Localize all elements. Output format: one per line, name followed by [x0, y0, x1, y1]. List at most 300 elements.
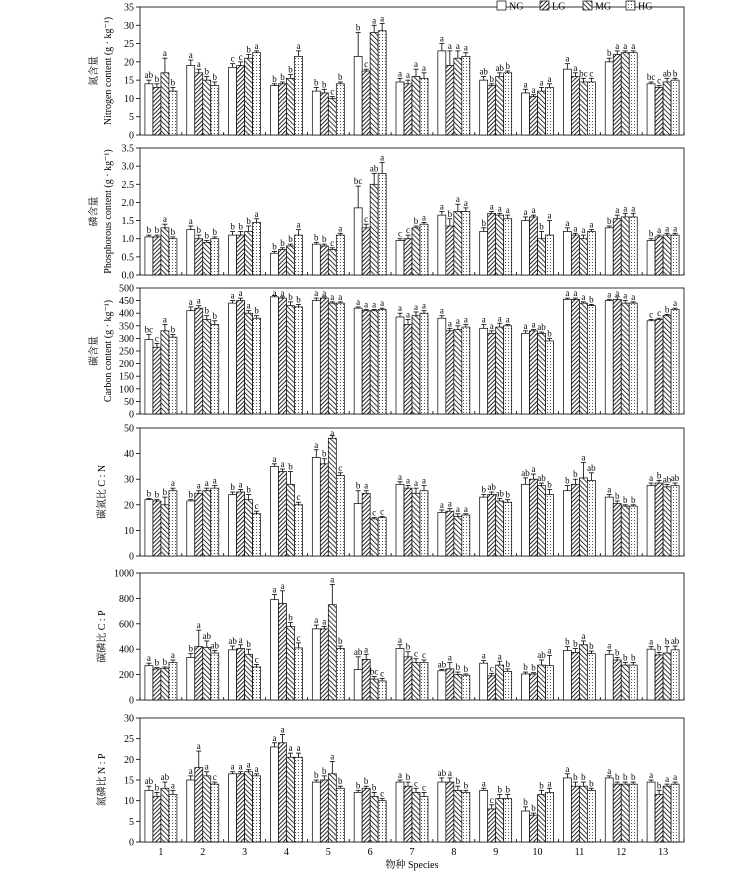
- bar: [647, 321, 655, 414]
- bar: [504, 326, 512, 414]
- x-tick-label: 1: [158, 847, 164, 858]
- bar: [587, 790, 595, 842]
- significance-letter: ab: [144, 776, 154, 787]
- significance-letter: b: [523, 662, 528, 673]
- significance-letter: a: [238, 288, 243, 299]
- bar: [312, 91, 320, 135]
- bar: [546, 666, 554, 700]
- significance-letter: a: [481, 314, 486, 325]
- significance-letter: b: [630, 772, 636, 783]
- significance-letter: a: [489, 320, 494, 331]
- bar: [354, 792, 362, 842]
- bar: [195, 768, 203, 842]
- x-tick-label: 13: [658, 847, 669, 858]
- bar: [613, 660, 621, 700]
- bar: [270, 466, 278, 556]
- legend-swatch-LG: [540, 1, 549, 10]
- panel-3: [87, 284, 684, 421]
- significance-letter: a: [246, 759, 251, 770]
- bar: [629, 506, 637, 556]
- panel-2: [87, 144, 684, 282]
- bar: [245, 313, 253, 414]
- bar: [420, 491, 428, 556]
- significance-letter: b: [656, 780, 662, 791]
- bar: [153, 237, 161, 275]
- bar: [187, 501, 195, 556]
- significance-letter: b: [272, 241, 277, 252]
- significance-letter: a: [615, 288, 620, 298]
- bar: [354, 504, 362, 556]
- significance-letter: a: [212, 475, 217, 486]
- bar: [462, 327, 470, 414]
- bar: [187, 311, 195, 414]
- significance-letter: b: [539, 780, 544, 791]
- bar: [378, 518, 386, 556]
- bar: [278, 250, 286, 275]
- y-tick-label: 50: [124, 396, 134, 408]
- bar: [404, 657, 412, 700]
- bar: [362, 788, 370, 842]
- significance-letter: a: [463, 503, 468, 514]
- bar: [336, 475, 344, 556]
- bar: [211, 653, 219, 700]
- significance-letter: b: [547, 328, 552, 339]
- panel-6: [95, 714, 684, 849]
- bar: [613, 504, 621, 556]
- bar: [438, 782, 446, 842]
- significance-letter: c: [330, 237, 335, 248]
- bar: [278, 743, 286, 842]
- bar: [647, 649, 655, 700]
- significance-letter: b: [497, 784, 502, 795]
- significance-letter: b: [573, 638, 578, 649]
- significance-letter: b: [505, 658, 510, 669]
- significance-letter: b: [581, 772, 586, 783]
- bar: [229, 650, 237, 700]
- bar: [613, 55, 621, 135]
- significance-letter: b: [204, 305, 210, 316]
- bar: [446, 511, 454, 556]
- x-tick-label: 8: [451, 847, 457, 858]
- significance-letter: b: [405, 641, 411, 652]
- bar: [396, 649, 404, 700]
- bar: [446, 782, 454, 842]
- bar: [370, 184, 378, 275]
- bar: [187, 66, 195, 135]
- significance-letter: b: [254, 305, 259, 316]
- bar: [161, 788, 169, 842]
- significance-letter: a: [296, 743, 301, 754]
- bar: [522, 221, 530, 275]
- significance-letter: ab: [369, 163, 379, 174]
- significance-letter: c: [238, 51, 243, 62]
- bar: [195, 73, 203, 135]
- significance-letter: b: [405, 772, 411, 783]
- bar: [320, 780, 328, 842]
- significance-letter: a: [380, 298, 385, 309]
- significance-letter: c: [364, 214, 369, 225]
- y-tick-label: 150: [119, 371, 134, 383]
- bar: [378, 681, 386, 700]
- bar: [530, 331, 538, 414]
- bar: [286, 626, 294, 700]
- significance-letter: c: [422, 782, 426, 793]
- significance-letter: c: [589, 68, 594, 79]
- bar: [370, 33, 378, 135]
- significance-letter: a: [196, 480, 201, 491]
- bar: [488, 333, 496, 414]
- significance-letter: a: [439, 499, 444, 510]
- bar: [496, 665, 504, 700]
- significance-letter: b: [614, 647, 620, 658]
- bar: [354, 208, 362, 275]
- significance-letter: ab: [670, 636, 680, 647]
- significance-letter: a: [463, 314, 468, 325]
- significance-letter: a: [631, 203, 636, 214]
- significance-letter: ab: [662, 68, 672, 79]
- significance-letter: b: [648, 228, 654, 239]
- significance-letter: a: [631, 291, 636, 302]
- significance-letter: a: [455, 40, 460, 51]
- y-axis-label: 碳氮比 C : N: [97, 464, 108, 520]
- significance-letter: a: [649, 770, 654, 780]
- bar: [538, 333, 546, 414]
- significance-letter: a: [196, 59, 201, 70]
- significance-letter: c: [154, 333, 159, 344]
- significance-letter: c: [489, 794, 494, 805]
- bar: [454, 58, 462, 135]
- bar: [211, 488, 219, 556]
- significance-letter: b: [447, 208, 453, 219]
- significance-letter: bc: [646, 71, 656, 82]
- significance-letter: c: [380, 788, 385, 799]
- significance-letter: c: [398, 228, 402, 239]
- significance-letter: a: [338, 291, 343, 302]
- bar: [187, 657, 195, 700]
- significance-letter: b: [523, 796, 528, 807]
- bar: [462, 675, 470, 700]
- significance-letter: b: [314, 770, 319, 780]
- bar: [237, 66, 245, 135]
- y-tick-label: 5: [129, 816, 134, 828]
- significance-letter: a: [338, 223, 343, 234]
- significance-letter: b: [246, 44, 251, 55]
- bar: [312, 457, 320, 556]
- bar: [404, 488, 412, 556]
- bar: [579, 303, 587, 414]
- significance-letter: ab: [202, 630, 212, 641]
- significance-letter: a: [204, 761, 209, 772]
- bar: [438, 51, 446, 135]
- significance-letter: b: [630, 494, 636, 505]
- significance-letter: c: [649, 309, 654, 320]
- bar: [336, 84, 344, 135]
- significance-letter: a: [565, 763, 570, 774]
- bar: [312, 244, 320, 275]
- significance-letter: a: [414, 301, 418, 312]
- significance-letter: a: [322, 616, 327, 627]
- bar: [187, 780, 195, 842]
- significance-letter: b: [246, 216, 251, 227]
- bar: [412, 663, 420, 700]
- x-tick-label: 6: [367, 847, 373, 858]
- significance-letter: a: [280, 458, 285, 469]
- significance-letter: a: [531, 205, 536, 216]
- y-tick-label: 2.5: [121, 179, 134, 191]
- y-tick-label: 800: [119, 593, 134, 605]
- bar: [663, 653, 671, 700]
- significance-letter: a: [447, 318, 452, 329]
- bar: [294, 505, 302, 556]
- significance-letter: a: [230, 290, 235, 301]
- bar: [480, 663, 488, 700]
- bar: [145, 790, 153, 842]
- y-tick-label: 10: [124, 525, 134, 537]
- y-tick-label: 35: [124, 2, 134, 14]
- bar: [153, 501, 161, 556]
- y-tick-label: 100: [119, 384, 134, 396]
- bar: [153, 347, 161, 414]
- bar: [462, 792, 470, 842]
- significance-letter: a: [196, 741, 201, 752]
- significance-letter: a: [447, 767, 452, 778]
- significance-letter: a: [188, 216, 193, 227]
- bar: [336, 788, 344, 842]
- y-tick-label: 3.5: [121, 143, 134, 155]
- significance-letter: a: [581, 291, 586, 302]
- y-axis-label: 碳磷比 C : P: [97, 610, 108, 663]
- bar: [488, 676, 496, 700]
- significance-letter: b: [212, 310, 218, 321]
- significance-letter: a: [280, 580, 285, 591]
- significance-letter: a: [581, 452, 586, 463]
- significance-letter: b: [505, 61, 510, 71]
- bar: [270, 86, 278, 135]
- x-tick-label: 10: [532, 847, 543, 858]
- significance-letter: b: [212, 71, 218, 82]
- bar: [488, 86, 496, 135]
- significance-letter: a: [170, 780, 175, 791]
- bar: [563, 650, 571, 700]
- x-axis-title: 物种 Species: [385, 860, 439, 871]
- significance-letter: b: [170, 324, 176, 335]
- bar: [362, 311, 370, 414]
- significance-letter: c: [657, 308, 662, 319]
- bar: [404, 84, 412, 135]
- significance-letter: ab: [537, 322, 546, 333]
- bar: [546, 792, 554, 842]
- bar: [169, 663, 177, 700]
- bar: [438, 318, 446, 414]
- bar: [229, 67, 237, 135]
- significance-letter: a: [372, 15, 377, 26]
- bar: [480, 328, 488, 414]
- significance-letter: a: [422, 212, 426, 223]
- legend-swatch-HG: [626, 1, 635, 10]
- significance-letter: b: [288, 234, 293, 245]
- significance-letter: b: [606, 48, 612, 59]
- y-tick-label: 0: [129, 695, 134, 707]
- bar: [145, 84, 153, 135]
- bar: [488, 213, 496, 275]
- significance-letter: b: [154, 657, 160, 668]
- bar: [438, 215, 446, 275]
- significance-letter: a: [380, 13, 385, 24]
- significance-letter: a: [406, 309, 410, 320]
- significance-letter: b: [565, 636, 570, 647]
- bar: [480, 790, 488, 842]
- x-tick-label: 2: [200, 847, 206, 858]
- legend-swatch-MG: [583, 1, 592, 10]
- bar: [605, 497, 613, 556]
- bar: [278, 84, 286, 135]
- bar: [671, 650, 679, 700]
- bar: [195, 308, 203, 414]
- bar: [211, 239, 219, 275]
- significance-letter: a: [406, 70, 410, 81]
- significance-letter: a: [547, 778, 552, 789]
- bar: [362, 493, 370, 556]
- significance-letter: a: [497, 651, 502, 662]
- significance-letter: a: [230, 761, 235, 772]
- bar: [663, 235, 671, 275]
- bar: [621, 217, 629, 275]
- y-tick-label: 400: [119, 644, 134, 656]
- significance-letter: b: [204, 230, 210, 241]
- significance-letter: b: [162, 656, 168, 667]
- significance-letter: a: [463, 197, 468, 208]
- bar: [454, 330, 462, 414]
- y-tick-label: 2.0: [121, 197, 134, 209]
- bar: [454, 675, 462, 700]
- bar: [647, 84, 655, 135]
- bar: [538, 665, 546, 700]
- significance-letter: b: [656, 470, 662, 481]
- bar: [579, 82, 587, 135]
- y-axis-label-cn: 氮含量: [89, 56, 100, 86]
- bar: [278, 298, 286, 414]
- bar: [454, 212, 462, 276]
- significance-letter: ab: [495, 488, 504, 499]
- y-tick-label: 30: [124, 713, 134, 725]
- bar: [621, 784, 629, 842]
- significance-letter: b: [481, 217, 486, 228]
- bar: [446, 669, 454, 700]
- bar: [420, 78, 428, 135]
- significance-letter: b: [196, 225, 202, 236]
- significance-letter: b: [455, 776, 461, 787]
- significance-letter: ab: [487, 482, 496, 492]
- significance-letter: a: [589, 219, 594, 230]
- bar: [253, 318, 261, 414]
- significance-letter: b: [531, 662, 536, 673]
- bar: [270, 600, 278, 700]
- bar: [320, 298, 328, 414]
- panel-5: [95, 569, 684, 707]
- bar: [412, 792, 420, 842]
- bar: [647, 782, 655, 842]
- bar: [613, 299, 621, 414]
- bar: [328, 774, 336, 842]
- y-tick-label: 10: [124, 796, 134, 808]
- significance-letter: b: [589, 778, 594, 789]
- significance-letter: a: [146, 653, 151, 664]
- significance-letter: ab: [228, 636, 237, 647]
- bar: [294, 56, 302, 135]
- bar: [211, 784, 219, 842]
- y-tick-label: 500: [119, 283, 134, 295]
- bar: [312, 301, 320, 414]
- significance-letter: b: [622, 652, 628, 663]
- bar: [663, 786, 671, 842]
- bar: [169, 794, 177, 842]
- y-tick-label: 30: [124, 20, 134, 32]
- bar: [647, 486, 655, 556]
- bar: [320, 246, 328, 275]
- significance-letter: a: [314, 615, 319, 626]
- bar: [629, 784, 637, 842]
- bar: [621, 303, 629, 414]
- bar: [145, 500, 153, 556]
- significance-letter: a: [581, 630, 586, 641]
- bar: [462, 515, 470, 556]
- significance-letter: b: [463, 780, 469, 791]
- significance-letter: a: [398, 770, 402, 780]
- significance-letter: b: [322, 765, 327, 776]
- significance-letter: a: [364, 480, 369, 491]
- significance-letter: ab: [521, 467, 530, 478]
- bar: [237, 774, 245, 842]
- bar: [362, 71, 370, 135]
- significance-letter: b: [455, 662, 461, 673]
- significance-letter: c: [372, 507, 377, 518]
- significance-letter: b: [664, 304, 670, 315]
- significance-letter: a: [439, 305, 444, 316]
- bar: [153, 669, 161, 700]
- significance-letter: ab: [587, 462, 596, 473]
- bar: [211, 325, 219, 414]
- significance-letter: c: [380, 668, 385, 679]
- bar: [605, 228, 613, 275]
- significance-letter: b: [672, 68, 678, 79]
- significance-letter: a: [607, 484, 612, 495]
- significance-letter: a: [170, 649, 175, 660]
- bar: [153, 797, 161, 842]
- significance-letter: b: [322, 448, 327, 459]
- significance-letter: a: [380, 152, 385, 163]
- significance-letter: c: [230, 53, 235, 64]
- significance-letter: a: [481, 650, 486, 661]
- significance-letter: a: [573, 62, 578, 73]
- significance-letter: a: [238, 761, 243, 772]
- significance-letter: b: [531, 803, 536, 814]
- bar: [145, 666, 153, 700]
- y-tick-label: 20: [124, 754, 134, 766]
- significance-letter: b: [280, 237, 285, 248]
- bar: [237, 235, 245, 275]
- bar: [211, 86, 219, 135]
- x-tick-label: 4: [283, 847, 289, 858]
- significance-letter: a: [547, 645, 552, 656]
- significance-letter: b: [162, 487, 168, 498]
- bar: [245, 772, 253, 842]
- bar: [480, 231, 488, 275]
- significance-letter: a: [565, 288, 570, 299]
- significance-letter: c: [254, 654, 259, 665]
- bar: [161, 331, 169, 414]
- bar: [195, 239, 203, 275]
- bar: [613, 784, 621, 842]
